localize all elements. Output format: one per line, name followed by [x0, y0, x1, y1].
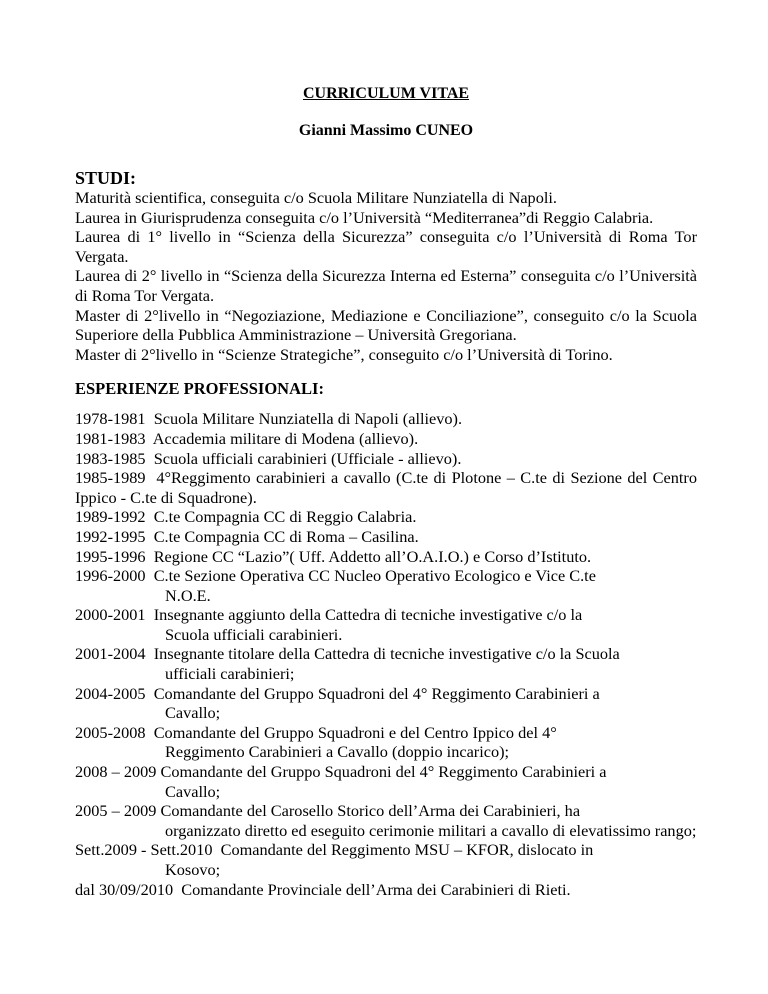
experience-entry	[75, 566, 697, 605]
experience-entry	[75, 801, 697, 840]
experience-text-continued: Cavallo;	[165, 703, 221, 723]
experience-period: 1983-1985	[75, 448, 146, 468]
experience-period: 1989-1992	[75, 507, 146, 527]
experience-period: 1995-1996	[75, 546, 146, 566]
experience-entry	[75, 409, 697, 429]
experience-text: C.te Sezione Operativa CC Nucleo Operativo Ecologico e Vice C.te	[153, 566, 596, 586]
experience-period: 2000-2001	[75, 605, 146, 625]
experience-entry	[75, 723, 697, 762]
experience-period: Sett.2009 - Sett.2010	[75, 840, 213, 860]
experience-period: 2005 – 2009	[75, 801, 157, 821]
experience-text-continued: Cavallo;	[165, 781, 221, 801]
esperienze-list	[75, 409, 697, 899]
experience-text: Accademia militare di Modena (allievo).	[152, 428, 419, 448]
experience-text: 4°Reggimento carabinieri a cavallo (C.te di Plotone – C.te di Sezione del Centro Ippico - C.te di Squadrone).	[75, 468, 697, 507]
person-name: Gianni Massimo CUNEO	[298, 122, 474, 139]
experience-entry	[75, 449, 697, 469]
studi-item: Master di 2°livello in “Scienze Strategiche”, conseguito c/o l’Università di Torino.	[75, 344, 613, 364]
experience-entry	[75, 468, 697, 507]
experience-text: Comandante del Reggimento MSU – KFOR, dislocato in	[220, 840, 594, 860]
experience-entry	[75, 527, 697, 547]
experience-text-continued: ufficiali carabinieri;	[165, 664, 295, 684]
experience-entry	[75, 840, 697, 879]
experience-text-continued: Scuola ufficiali carabinieri.	[165, 624, 343, 644]
experience-entry	[75, 429, 697, 449]
experience-text: C.te Compagnia CC di Reggio Calabria.	[153, 507, 417, 527]
studi-list	[75, 188, 697, 364]
experience-entry	[75, 644, 697, 683]
studi-item: Laurea in Giurisprudenza conseguita c/o l’Università “Mediterranea”di Reggio Calabria.	[75, 207, 654, 227]
experience-period: 1996-2000	[75, 566, 146, 586]
experience-period: 2001-2004	[75, 644, 146, 664]
experience-period: 2004-2005	[75, 683, 146, 703]
experience-period: 1985-1989	[75, 468, 146, 488]
experience-text-continued: Reggimento Carabinieri a Cavallo (doppio incarico);	[165, 742, 510, 762]
experience-text: C.te Compagnia CC di Roma – Casilina.	[153, 526, 419, 546]
document-page	[75, 84, 697, 899]
experience-text: Comandante del Gruppo Squadroni e del Centro Ippico del 4°	[153, 722, 557, 742]
experience-text: Scuola Militare Nunziatella di Napoli (allievo).	[153, 409, 463, 429]
experience-entry	[75, 605, 697, 644]
experience-text: Comandante del Gruppo Squadroni del 4° Reggimento Carabinieri a	[160, 762, 607, 782]
experience-period: 1981-1983	[75, 428, 146, 448]
experience-text: Regione CC “Lazio”( Uff. Addetto all’O.A.I.O.) e Corso d’Istituto.	[153, 546, 592, 566]
experience-entry	[75, 507, 697, 527]
document-title: CURRICULUM VITAE	[302, 85, 470, 102]
studi-item: Laurea di 2° livello in “Scienza della Sicurezza Interna ed Esterna” conseguita c/o l’Università di Roma Tor Vergata.	[75, 266, 697, 305]
experience-text: Insegnante titolare della Cattedra di tecniche investigative c/o la Scuola	[153, 644, 620, 664]
experience-text: Comandante del Gruppo Squadroni del 4° Reggimento Carabinieri a	[153, 683, 600, 703]
studi-item: Maturità scientifica, conseguita c/o Scuola Militare Nunziatella di Napoli.	[75, 188, 557, 207]
studi-item: Laurea di 1° livello in “Scienza della Sicurezza” conseguita c/o l’Università di Roma Tor Vergata.	[75, 227, 697, 266]
experience-text: Insegnante aggiunto della Cattedra di tecniche investigative c/o la	[153, 605, 583, 625]
experience-text: Comandante del Carosello Storico dell’Arma dei Carabinieri, ha	[160, 801, 581, 821]
experience-entry	[75, 880, 697, 900]
experience-text: Comandante Provinciale dell’Arma dei Carabinieri di Rieti.	[181, 879, 571, 899]
experience-text: Scuola ufficiali carabinieri (Ufficiale - allievo).	[153, 448, 462, 468]
experience-period: 1992-1995	[75, 526, 146, 546]
experience-entry	[75, 547, 697, 567]
experience-text-continued: N.O.E.	[165, 585, 211, 605]
experience-period: 1978-1981	[75, 409, 146, 429]
section-heading-studi: STUDI:	[75, 168, 137, 188]
experience-entry	[75, 762, 697, 801]
experience-text-continued: Kosovo;	[165, 860, 221, 879]
experience-text-continued: organizzato diretto ed eseguito cerimonie militari a cavallo di elevatissimo rango;	[165, 820, 697, 840]
section-heading-esperienze: ESPERIENZE PROFESSIONALI:	[75, 379, 324, 399]
experience-entry	[75, 684, 697, 723]
experience-period: dal 30/09/2010	[75, 879, 174, 899]
studi-item: Master di 2°livello in “Negoziazione, Mediazione e Conciliazione”, conseguito c/o la Scuola Superiore della Pubblica Amministrazione – Università Gregoriana.	[75, 305, 697, 345]
experience-period: 2005-2008	[75, 722, 146, 742]
experience-period: 2008 – 2009	[75, 762, 157, 782]
